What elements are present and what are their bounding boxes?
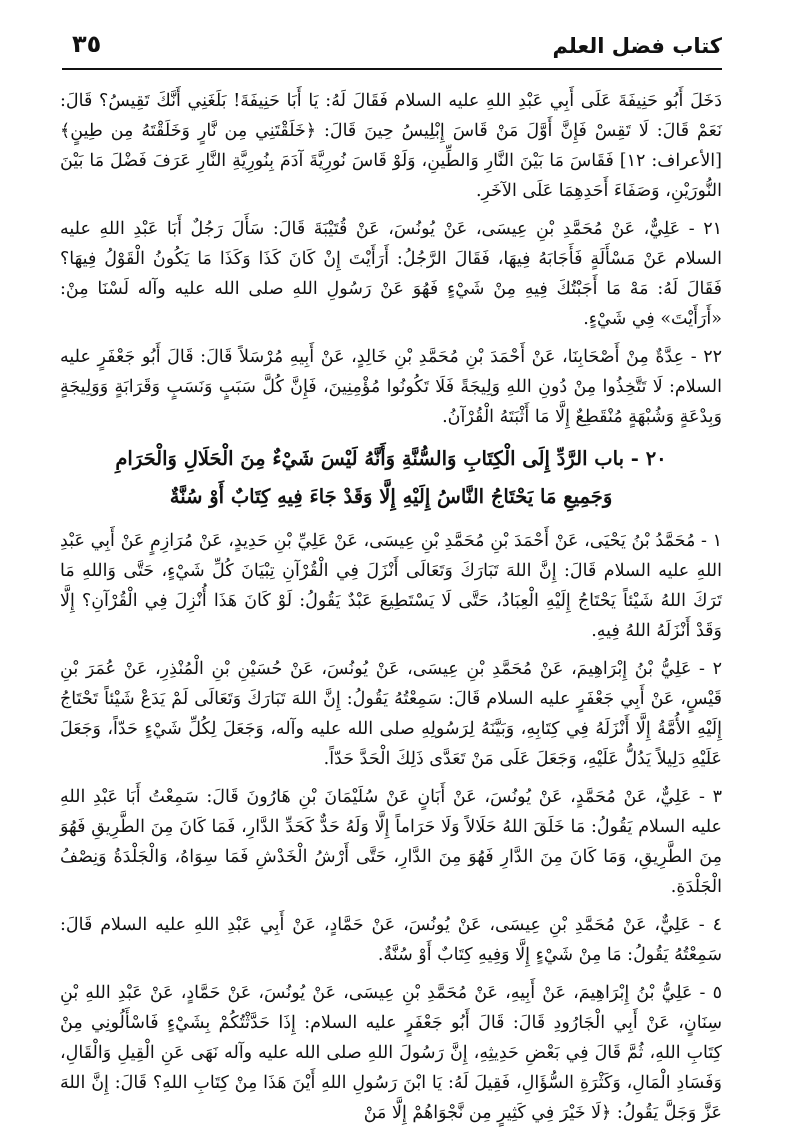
hadith-22: ٢٢ - عِدَّةٌ مِنْ أَصْحَابِنَا، عَنْ أَحْمَدَ بْنِ مُحَمَّدِ بْنِ خَالِدٍ، عَنْ أَبِيهِ مُرْسَلاً قَالَ: قَالَ أَبُو جَعْفَرٍ عليه السلام: لَا تَتَّخِذُوا مِنْ دُونِ اللهِ وَلِيجَةً فَلَا تَكُونُوا مُؤْمِنِينَ، فَإِنَّ كُلَّ سَبَبٍ وَنَسَبٍ وَقَرَابَةٍ وَوَلِيجَةٍ وَبِدْعَةٍ وَشُبْهَةٍ مُنْقَطِعٌ إِلَّا مَا أَثْبَتَهُ الْقُرْآنُ.: [60, 347, 722, 427]
hadith-5: ٥ - عَلِيُّ بْنُ إِبْرَاهِيمَ، عَنْ أَبِيهِ، عَنْ مُحَمَّدِ بْنِ عِيسَى، عَنْ يُونُسَ، عَنْ حَمَّادٍ، عَنْ عَبْدِ اللهِ بْنِ سِنَانٍ، عَنْ أَبِي الْجَارُودِ قَالَ: قَالَ أَبُو جَعْفَرٍ عليه السلام: إِذَا حَدَّثْتُكُمْ بِشَيْءٍ فَاسْأَلُونِي مِنْ كِتَابِ اللهِ، ثُمَّ قَالَ فِي بَعْضِ حَدِيثِهِ، إِنَّ رَسُولَ اللهِ صلى الله عليه وآله نَهَى عَنِ الْقِيلِ وَالْقَالِ، وَفَسَادِ الْمَالِ، وَكَثْرَةِ السُّؤَالِ، فَقِيلَ لَهُ: يَا ابْنَ رَسُولِ اللهِ أَيْنَ هَذَا مِنْ كِتَابِ اللهِ؟ قَالَ: إِنَّ اللهَ عَزَّ وَجَلَّ يَقُولُ: ﴿لَا خَيْرَ فِي كَثِيرٍ مِن نَّجْوَاهُمْ إِلَّا مَنْ: [60, 983, 722, 1123]
page-header: [62, 24, 722, 70]
hadith-2: ٢ - عَلِيُّ بْنُ إِبْرَاهِيمَ، عَنْ مُحَمَّدِ بْنِ عِيسَى، عَنْ يُونُسَ، عَنْ حُسَيْنِ بْنِ الْمُنْذِرِ، عَنْ عُمَرَ بْنِ قَيْسٍ، عَنْ أَبِي جَعْفَرٍ عليه السلام قَالَ: سَمِعْتُهُ يَقُولُ: إِنَّ اللهَ تَبَارَكَ وَتَعَالَى لَمْ يَدَعْ شَيْئاً تَحْتَاجُ إِلَيْهِ الأُمَّةُ إِلَّا أَنْزَلَهُ فِي كِتَابِهِ، وَبَيَّنَهُ لِرَسُولِهِ صلى الله عليه وآله، وَجَعَلَ لِكُلِّ شَيْءٍ حَدّاً، وَجَعَلَ عَلَيْهِ دَلِيلاً يَدُلُّ عَلَيْهِ، وَجَعَلَ عَلَى مَنْ تَعَدَّى ذَلِكَ الْحَدَّ حَدّاً.: [60, 659, 722, 769]
chapter-heading: [60, 440, 722, 516]
hadith-4: ٤ - عَلِيٌّ، عَنْ مُحَمَّدِ بْنِ عِيسَى، عَنْ يُونُسَ، عَنْ حَمَّادٍ، عَنْ أَبِي عَبْدِ اللهِ عليه السلام قَالَ: سَمِعْتُهُ يَقُولُ: مَا مِنْ شَيْءٍ إِلَّا وَفِيهِ كِتَابٌ أَوْ سُنَّةٌ.: [60, 915, 722, 965]
hadith-21: ٢١ - عَلِيٌّ، عَنْ مُحَمَّدِ بْنِ عِيسَى، عَنْ يُونُسَ، عَنْ قُتَيْبَةَ قَالَ: سَأَلَ رَجُلٌ أَبَا عَبْدِ اللهِ عليه السلام عَنْ مَسْأَلَةٍ فَأَجَابَهُ فِيهَا، فَقَالَ الرَّجُلُ: أَرَأَيْتَ إِنْ كَانَ كَذَا وَكَذَا مَا يَكُونُ الْقَوْلُ فِيهَا؟ فَقَالَ لَهُ: مَهْ مَا أَجَبْتُكَ فِيهِ مِنْ شَيْءٍ فَهُوَ عَنْ رَسُولِ اللهِ صلى الله عليه وآله لَسْنَا مِنْ: «أَرَأَيْتَ» فِي شَيْءٍ.: [60, 219, 722, 329]
page-number: ٣٥: [72, 30, 102, 58]
hadith-paragraph: دَخَلَ أَبُو حَنِيفَةَ عَلَى أَبِي عَبْدِ اللهِ عليه السلام فَقَالَ لَهُ: يَا أَبَا حَنِيفَةَ! بَلَغَنِي أَنَّكَ تَقِيسُ؟ قَالَ: نَعَمْ قَالَ: لَا تَقِسْ فَإِنَّ أَوَّلَ مَنْ قَاسَ إِبْلِيسُ حِينَ قَالَ: ﴿خَلَقْتَنِي مِن نَّارٍ وَخَلَقْتَهُ مِن طِينٍ﴾ [الأعراف: ١٢] فَقَاسَ مَا بَيْنَ النَّارِ وَالطِّينِ، وَلَوْ قَاسَ نُورِيَّةَ آدَمَ بِنُورِيَّةِ النَّارِ عَرَفَ فَضْلَ مَا بَيْنَ النُّورَيْنِ، وَصَفَاءَ أَحَدِهِمَا عَلَى الآخَرِ.: [60, 91, 722, 201]
page-body: [60, 86, 722, 1136]
hadith-1: ١ - مُحَمَّدُ بْنُ يَحْيَى، عَنْ أَحْمَدَ بْنِ مُحَمَّدِ بْنِ عِيسَى، عَنْ عَلِيِّ بْنِ حَدِيدٍ، عَنْ مُرَازِمٍ عَنْ أَبِي عَبْدِ اللهِ عليه السلام قَالَ: إِنَّ اللهَ تَبَارَكَ وَتَعَالَى أَنْزَلَ فِي الْقُرْآنِ تِبْيَانَ كُلِّ شَيْءٍ، حَتَّى وَاللهِ مَا تَرَكَ اللهُ شَيْئاً يَحْتَاجُ إِلَيْهِ الْعِبَادُ، حَتَّى لَا يَسْتَطِيعَ عَبْدٌ يَقُولُ: لَوْ كَانَ هَذَا أُنْزِلَ فِي الْقُرْآنِ؟ إِلَّا وَقَدْ أَنْزَلَهُ اللهُ فِيهِ.: [60, 531, 722, 641]
hadith-3: ٣ - عَلِيٌّ، عَنْ مُحَمَّدٍ، عَنْ يُونُسَ، عَنْ أَبَانٍ عَنْ سُلَيْمَانَ بْنِ هَارُونَ قَالَ: سَمِعْتُ أَبَا عَبْدِ اللهِ عليه السلام يَقُولُ: مَا خَلَقَ اللهُ حَلَالاً وَلَا حَرَاماً إِلَّا وَلَهُ حَدٌّ كَحَدِّ الدَّارِ، فَمَا كَانَ مِنَ الطَّرِيقِ فَهُوَ مِنَ الطَّرِيقِ، وَمَا كَانَ مِنَ الدَّارِ فَهُوَ مِنَ الدَّارِ، حَتَّى أَرْشُ الْخَدْشِ فَمَا سِوَاهُ، وَالْجَلْدَةُ وَنِصْفُ الْجَلْدَةِ.: [60, 787, 722, 897]
chapter-heading-line-2: وَجَمِيعِ مَا يَحْتَاجُ النَّاسُ إِلَيْهِ إِلَّا وَقَدْ جَاءَ فِيهِ كِتَابٌ أَوْ سُنَّةٌ: [169, 485, 613, 508]
chapter-heading-line-1: ٢٠ - باب الرَّدِّ إِلَى الْكِتَابِ وَالسُّنَّةِ وَأَنَّهُ لَيْسَ شَيْءٌ مِنَ الْحَلَالِ وَالْحَرَامِ: [115, 447, 667, 470]
book-title: كتاب فضل العلم: [552, 34, 722, 58]
